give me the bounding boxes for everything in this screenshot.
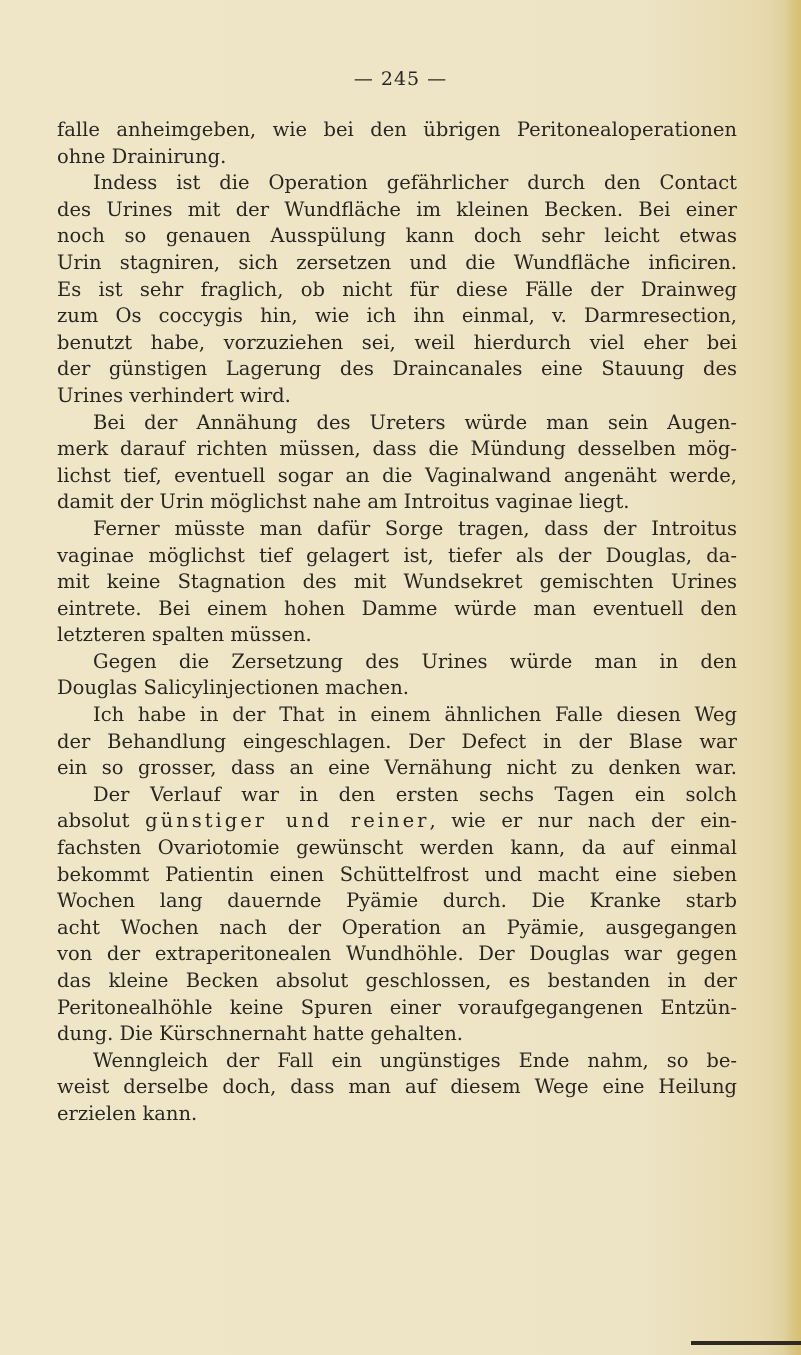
text-line: falle anheimgeben, wie bei den übrigen Peritonealoperationen [57,118,737,141]
text-line: ein so grosser, dass an eine Vernähung nicht zu denken war. [57,756,737,780]
text-segment: absolut [57,809,146,833]
text-line: erzielen kann. [57,1101,198,1125]
text-line: der Behandlung eingeschlagen. Der Defect in der Blase war [57,729,737,753]
text-line: des Urines mit der Wundfläche im kleinen Becken. Bei einer [57,197,737,221]
text-line: damit der Urin möglichst nahe am Introitus vaginae liegt. [57,490,630,514]
text-segment: , wie er nur nach der ein- [429,809,737,833]
text-line: Gegen die Zersetzung des Urines würde man in den [93,649,737,673]
text-line [57,808,737,835]
text-line: weist derselbe doch, dass man auf diesem Wege eine Heilung [57,1075,737,1099]
text-line: lichst tief, eventuell sogar an die Vaginalwand angenäht werde, [57,463,737,487]
text-line: Indess ist die Operation gefährlicher durch den Contact [93,171,737,195]
text-line: letzteren spalten müssen. [57,623,312,647]
text-line: benutzt habe, vorzuziehen sei, weil hierdurch viel eher bei [57,330,737,354]
text-line: merk darauf richten müssen, dass die Mündung desselben mög- [57,437,737,461]
text-line: dung. Die Kürschnernaht hatte gehalten. [57,1022,463,1046]
text-line: von der extraperitonealen Wundhöhle. Der Douglas war gegen [57,942,737,966]
text-line: acht Wochen nach der Operation an Pyämie, ausgegangen [57,915,737,939]
text-line: Urin stagniren, sich zersetzen und die Wundfläche inficiren. [57,250,737,274]
body-text [57,117,737,1128]
text-line: eintrete. Bei einem hohen Damme würde man eventuell den [57,596,737,620]
text-line: bekommt Patientin einen Schüttelfrost und macht eine sieben [57,862,737,886]
text-line: noch so genauen Ausspülung kann doch sehr leicht etwas [57,224,737,248]
text-line: mit keine Stagnation des mit Wundsekret gemischten Urines [57,570,737,594]
text-line: Ferner müsste man dafür Sorge tragen, dass der Introitus [93,516,737,540]
text-line: Bei der Annähung des Ureters würde man sein Augen- [93,410,737,434]
emphasized-text: günstiger und reiner [145,809,430,833]
text-line: vaginae möglichst tief gelagert ist, tiefer als der Douglas, da- [57,543,737,567]
text-line: ohne Drainirung. [57,144,227,168]
text-line: fachsten Ovariotomie gewünscht werden kann, da auf einmal [57,836,737,860]
text-line: Ich habe in der That in einem ähnlichen Falle diesen Weg [93,703,737,727]
bottom-rule [691,1341,801,1345]
text-line: Der Verlauf war in den ersten sechs Tagen ein solch [93,782,737,806]
page-number: — 245 — [353,68,448,90]
text-line: Wenngleich der Fall ein ungünstiges Ende nahm, so be- [93,1048,737,1072]
text-line: zum Os coccygis hin, wie ich ihn einmal, v. Darmresection, [57,304,737,328]
text-line: Wochen lang dauernde Pyämie durch. Die Kranke starb [57,889,737,913]
text-line: Es ist sehr fraglich, ob nicht für diese Fälle der Drainweg [57,277,737,301]
text-line: das kleine Becken absolut geschlossen, es bestanden in der [57,969,737,992]
text-line: Urines verhindert wird. [57,383,291,407]
text-line: Douglas Salicylinjectionen machen. [57,676,409,700]
text-line: Peritonealhöhle keine Spuren einer voraufgegangenen Entzün- [57,995,737,1019]
page-edge-shadow [783,0,801,1355]
text-line: der günstigen Lagerung des Draincanales eine Stauung des [57,357,737,381]
